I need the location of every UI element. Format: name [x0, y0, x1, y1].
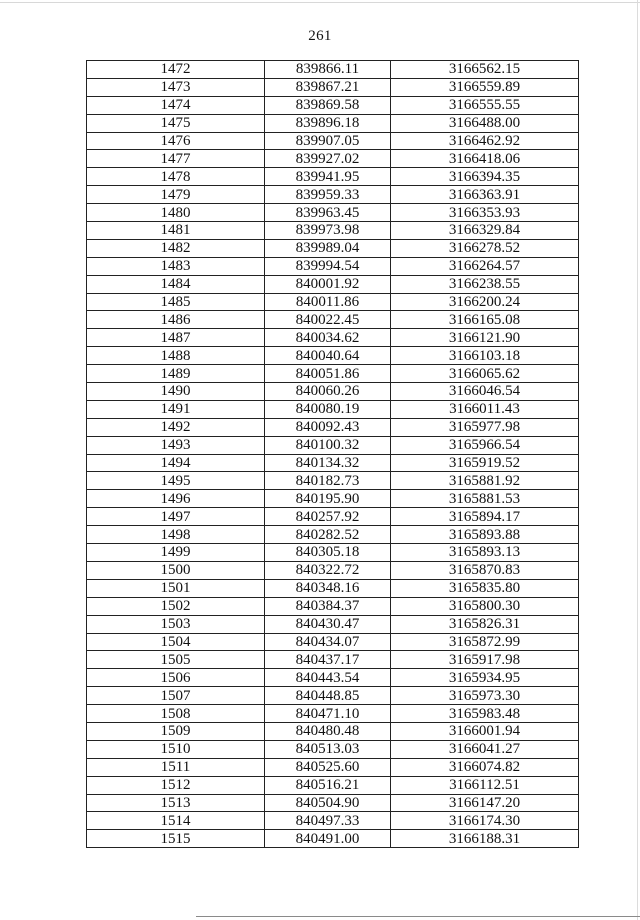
y-coordinate-cell: 3165881.92 [391, 472, 579, 490]
x-coordinate-cell: 839959.33 [265, 186, 391, 204]
x-coordinate-cell: 839867.21 [265, 78, 391, 96]
table-row [87, 61, 579, 79]
x-coordinate-cell: 839869.58 [265, 96, 391, 114]
y-coordinate-cell: 3166121.90 [391, 329, 579, 347]
point-number-cell: 1493 [87, 436, 265, 454]
x-coordinate-cell: 839994.54 [265, 257, 391, 275]
point-number-cell: 1501 [87, 579, 265, 597]
point-number-cell: 1492 [87, 418, 265, 436]
y-coordinate-cell: 3165917.98 [391, 651, 579, 669]
table-row [87, 168, 579, 186]
y-coordinate-cell: 3165835.80 [391, 579, 579, 597]
y-coordinate-cell: 3165881.53 [391, 490, 579, 508]
point-number-cell: 1477 [87, 150, 265, 168]
table-row [87, 114, 579, 132]
y-coordinate-cell: 3166394.35 [391, 168, 579, 186]
table-row [87, 78, 579, 96]
point-number-cell: 1504 [87, 633, 265, 651]
point-number-cell: 1491 [87, 400, 265, 418]
table-row [87, 239, 579, 257]
x-coordinate-cell: 839907.05 [265, 132, 391, 150]
table-row [87, 544, 579, 562]
x-coordinate-cell: 840282.52 [265, 526, 391, 544]
x-coordinate-cell: 839973.98 [265, 222, 391, 240]
table-row [87, 186, 579, 204]
x-coordinate-cell: 840022.45 [265, 311, 391, 329]
y-coordinate-cell: 3165826.31 [391, 615, 579, 633]
table-row [87, 758, 579, 776]
y-coordinate-cell: 3166353.93 [391, 204, 579, 222]
x-coordinate-cell: 840322.72 [265, 561, 391, 579]
y-coordinate-cell: 3166074.82 [391, 758, 579, 776]
y-coordinate-cell: 3165893.13 [391, 544, 579, 562]
point-number-cell: 1494 [87, 454, 265, 472]
x-coordinate-cell: 839896.18 [265, 114, 391, 132]
x-coordinate-cell: 840182.73 [265, 472, 391, 490]
point-number-cell: 1512 [87, 776, 265, 794]
y-coordinate-cell: 3165872.99 [391, 633, 579, 651]
x-coordinate-cell: 840100.32 [265, 436, 391, 454]
table-row [87, 561, 579, 579]
x-coordinate-cell: 840516.21 [265, 776, 391, 794]
table-row [87, 794, 579, 812]
table-row [87, 257, 579, 275]
point-number-cell: 1482 [87, 239, 265, 257]
x-coordinate-cell: 840305.18 [265, 544, 391, 562]
point-number-cell: 1489 [87, 365, 265, 383]
x-coordinate-cell: 840348.16 [265, 579, 391, 597]
point-number-cell: 1511 [87, 758, 265, 776]
y-coordinate-cell: 3165919.52 [391, 454, 579, 472]
point-number-cell: 1488 [87, 347, 265, 365]
point-number-cell: 1495 [87, 472, 265, 490]
y-coordinate-cell: 3165973.30 [391, 687, 579, 705]
point-number-cell: 1479 [87, 186, 265, 204]
y-coordinate-cell: 3166174.30 [391, 812, 579, 830]
x-coordinate-cell: 840448.85 [265, 687, 391, 705]
point-number-cell: 1472 [87, 61, 265, 79]
y-coordinate-cell: 3166363.91 [391, 186, 579, 204]
y-coordinate-cell: 3166462.92 [391, 132, 579, 150]
table-row [87, 329, 579, 347]
x-coordinate-cell: 840384.37 [265, 597, 391, 615]
table-row [87, 669, 579, 687]
x-coordinate-cell: 839963.45 [265, 204, 391, 222]
table-row [87, 615, 579, 633]
scan-bottom-edge [196, 916, 640, 917]
x-coordinate-cell: 840134.32 [265, 454, 391, 472]
y-coordinate-cell: 3166112.51 [391, 776, 579, 794]
point-number-cell: 1500 [87, 561, 265, 579]
x-coordinate-cell: 840195.90 [265, 490, 391, 508]
y-coordinate-cell: 3166238.55 [391, 275, 579, 293]
x-coordinate-cell: 840034.62 [265, 329, 391, 347]
table-row [87, 150, 579, 168]
table-row [87, 633, 579, 651]
y-coordinate-cell: 3166065.62 [391, 365, 579, 383]
point-number-cell: 1514 [87, 812, 265, 830]
point-number-cell: 1476 [87, 132, 265, 150]
x-coordinate-cell: 840504.90 [265, 794, 391, 812]
x-coordinate-cell: 840092.43 [265, 418, 391, 436]
table-row [87, 436, 579, 454]
table-row [87, 526, 579, 544]
table-row [87, 687, 579, 705]
table-row [87, 400, 579, 418]
x-coordinate-cell: 840525.60 [265, 758, 391, 776]
table-row [87, 418, 579, 436]
x-coordinate-cell: 840430.47 [265, 615, 391, 633]
point-number-cell: 1475 [87, 114, 265, 132]
point-number-cell: 1498 [87, 526, 265, 544]
table-row [87, 812, 579, 830]
table-row [87, 508, 579, 526]
x-coordinate-cell: 840437.17 [265, 651, 391, 669]
table-row [87, 597, 579, 615]
table-row [87, 275, 579, 293]
scan-top-edge [0, 2, 640, 3]
x-coordinate-cell: 840060.26 [265, 383, 391, 401]
x-coordinate-cell: 840080.19 [265, 400, 391, 418]
table-row [87, 222, 579, 240]
page-number: 261 [308, 28, 332, 44]
point-number-cell: 1478 [87, 168, 265, 186]
y-coordinate-cell: 3165977.98 [391, 418, 579, 436]
point-number-cell: 1497 [87, 508, 265, 526]
y-coordinate-cell: 3166418.06 [391, 150, 579, 168]
y-coordinate-cell: 3166147.20 [391, 794, 579, 812]
x-coordinate-cell: 840051.86 [265, 365, 391, 383]
point-number-cell: 1490 [87, 383, 265, 401]
table-row [87, 579, 579, 597]
table-row [87, 776, 579, 794]
x-coordinate-cell: 840513.03 [265, 740, 391, 758]
x-coordinate-cell: 840471.10 [265, 705, 391, 723]
point-number-cell: 1509 [87, 722, 265, 740]
point-number-cell: 1480 [87, 204, 265, 222]
x-coordinate-cell: 840434.07 [265, 633, 391, 651]
y-coordinate-cell: 3165934.95 [391, 669, 579, 687]
y-coordinate-cell: 3166264.57 [391, 257, 579, 275]
point-number-cell: 1510 [87, 740, 265, 758]
x-coordinate-cell: 839941.95 [265, 168, 391, 186]
x-coordinate-cell: 840443.54 [265, 669, 391, 687]
point-number-cell: 1505 [87, 651, 265, 669]
coordinates-table [86, 60, 579, 848]
table-row [87, 490, 579, 508]
scan-right-edge [637, 0, 638, 920]
point-number-cell: 1483 [87, 257, 265, 275]
point-number-cell: 1507 [87, 687, 265, 705]
table-row [87, 293, 579, 311]
y-coordinate-cell: 3166165.08 [391, 311, 579, 329]
y-coordinate-cell: 3166562.15 [391, 61, 579, 79]
table-row [87, 96, 579, 114]
y-coordinate-cell: 3166488.00 [391, 114, 579, 132]
x-coordinate-cell: 840257.92 [265, 508, 391, 526]
x-coordinate-cell: 840491.00 [265, 830, 391, 848]
point-number-cell: 1513 [87, 794, 265, 812]
y-coordinate-cell: 3166103.18 [391, 347, 579, 365]
y-coordinate-cell: 3166046.54 [391, 383, 579, 401]
point-number-cell: 1508 [87, 705, 265, 723]
table-row [87, 347, 579, 365]
table-row [87, 204, 579, 222]
table-row [87, 740, 579, 758]
coordinates-table-body [87, 61, 579, 848]
y-coordinate-cell: 3165983.48 [391, 705, 579, 723]
y-coordinate-cell: 3166329.84 [391, 222, 579, 240]
x-coordinate-cell: 840040.64 [265, 347, 391, 365]
x-coordinate-cell: 840480.48 [265, 722, 391, 740]
point-number-cell: 1503 [87, 615, 265, 633]
table-row [87, 365, 579, 383]
table-row [87, 132, 579, 150]
y-coordinate-cell: 3166041.27 [391, 740, 579, 758]
point-number-cell: 1485 [87, 293, 265, 311]
table-row [87, 311, 579, 329]
table-row [87, 705, 579, 723]
y-coordinate-cell: 3165870.83 [391, 561, 579, 579]
point-number-cell: 1481 [87, 222, 265, 240]
point-number-cell: 1486 [87, 311, 265, 329]
x-coordinate-cell: 840001.92 [265, 275, 391, 293]
point-number-cell: 1473 [87, 78, 265, 96]
point-number-cell: 1484 [87, 275, 265, 293]
x-coordinate-cell: 840497.33 [265, 812, 391, 830]
y-coordinate-cell: 3166555.55 [391, 96, 579, 114]
point-number-cell: 1474 [87, 96, 265, 114]
point-number-cell: 1506 [87, 669, 265, 687]
table-row [87, 383, 579, 401]
point-number-cell: 1487 [87, 329, 265, 347]
y-coordinate-cell: 3165966.54 [391, 436, 579, 454]
y-coordinate-cell: 3166188.31 [391, 830, 579, 848]
y-coordinate-cell: 3166559.89 [391, 78, 579, 96]
table-row [87, 454, 579, 472]
y-coordinate-cell: 3165894.17 [391, 508, 579, 526]
y-coordinate-cell: 3166278.52 [391, 239, 579, 257]
x-coordinate-cell: 839989.04 [265, 239, 391, 257]
y-coordinate-cell: 3166200.24 [391, 293, 579, 311]
y-coordinate-cell: 3166001.94 [391, 722, 579, 740]
point-number-cell: 1499 [87, 544, 265, 562]
point-number-cell: 1502 [87, 597, 265, 615]
point-number-cell: 1515 [87, 830, 265, 848]
x-coordinate-cell: 840011.86 [265, 293, 391, 311]
table-row [87, 722, 579, 740]
point-number-cell: 1496 [87, 490, 265, 508]
x-coordinate-cell: 839927.02 [265, 150, 391, 168]
table-row [87, 830, 579, 848]
table-row [87, 472, 579, 490]
y-coordinate-cell: 3166011.43 [391, 400, 579, 418]
table-row [87, 651, 579, 669]
y-coordinate-cell: 3165800.30 [391, 597, 579, 615]
y-coordinate-cell: 3165893.88 [391, 526, 579, 544]
x-coordinate-cell: 839866.11 [265, 61, 391, 79]
